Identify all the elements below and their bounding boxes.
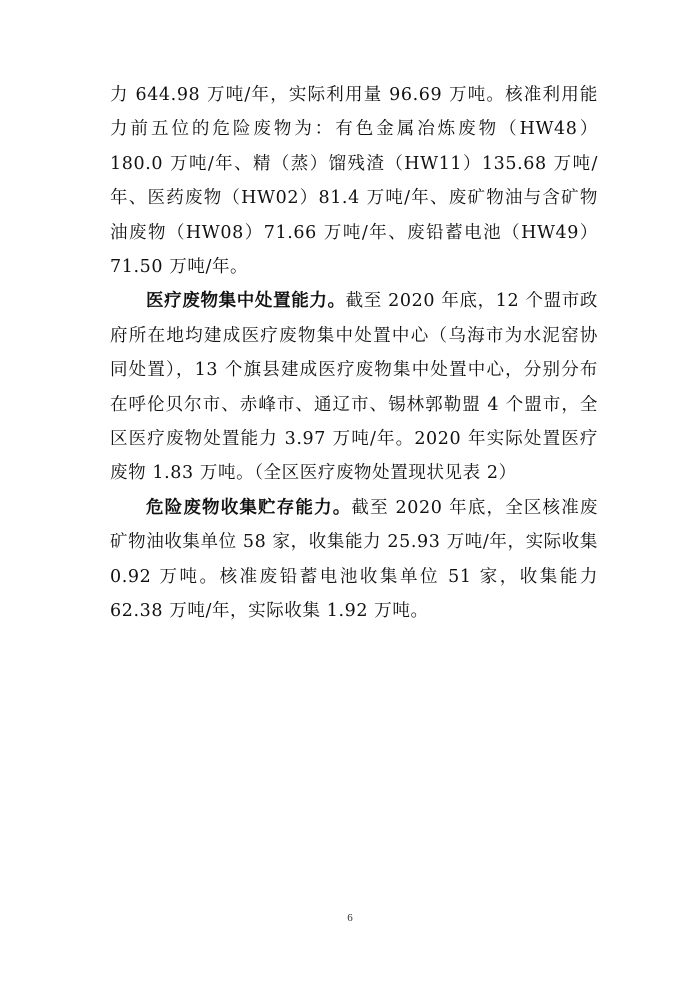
paragraph-heading: 危险废物收集贮存能力。 <box>146 497 352 518</box>
paragraph-continuation <box>110 78 598 284</box>
paragraph-text: 截至 2020 年底，12 个盟市政府所在地均建成医疗废物集中处置中心（乌海市为水泥窑协同处置），13 个旗县建成医疗废物集中处置中心，分别分布在呼伦贝尔市、赤峰市、通辽市、锡林郭勒盟 4 个盟市，全区医疗废物处置能力 3.97 万吨/年。2020 年实际处置医疗废物 1.83 万吨。（全区医疗废物处置现状见表 2） <box>110 291 598 484</box>
paragraph-text: 截至 2020 年底，全区核准废矿物油收集单位 58 家，收集能力 25.93 万吨/年，实际收集 0.92 万吨。核准废铅蓄电池收集单位 51 家，收集能力 62.38 万吨/年，实际收集 1.92 万吨。 <box>110 497 598 622</box>
page-number: 6 <box>347 912 353 924</box>
paragraph-medical-waste-capacity <box>110 284 598 490</box>
paragraph-collection-storage-capacity <box>110 491 598 629</box>
document-body <box>110 78 598 629</box>
paragraph-text: 力 644.98 万吨/年，实际利用量 96.69 万吨。核准利用能力前五位的危险废物为：有色金属冶炼废物（HW48）180.0 万吨/年、精（蒸）馏残渣（HW11）135.68 万吨/年、医药废物（HW02）81.4 万吨/年、废矿物油与含矿物油废物（HW08）71.66 万吨/年、废铅蓄电池（HW49）71.50 万吨/年。 <box>110 85 598 278</box>
paragraph-heading: 医疗废物集中处置能力。 <box>146 291 346 312</box>
